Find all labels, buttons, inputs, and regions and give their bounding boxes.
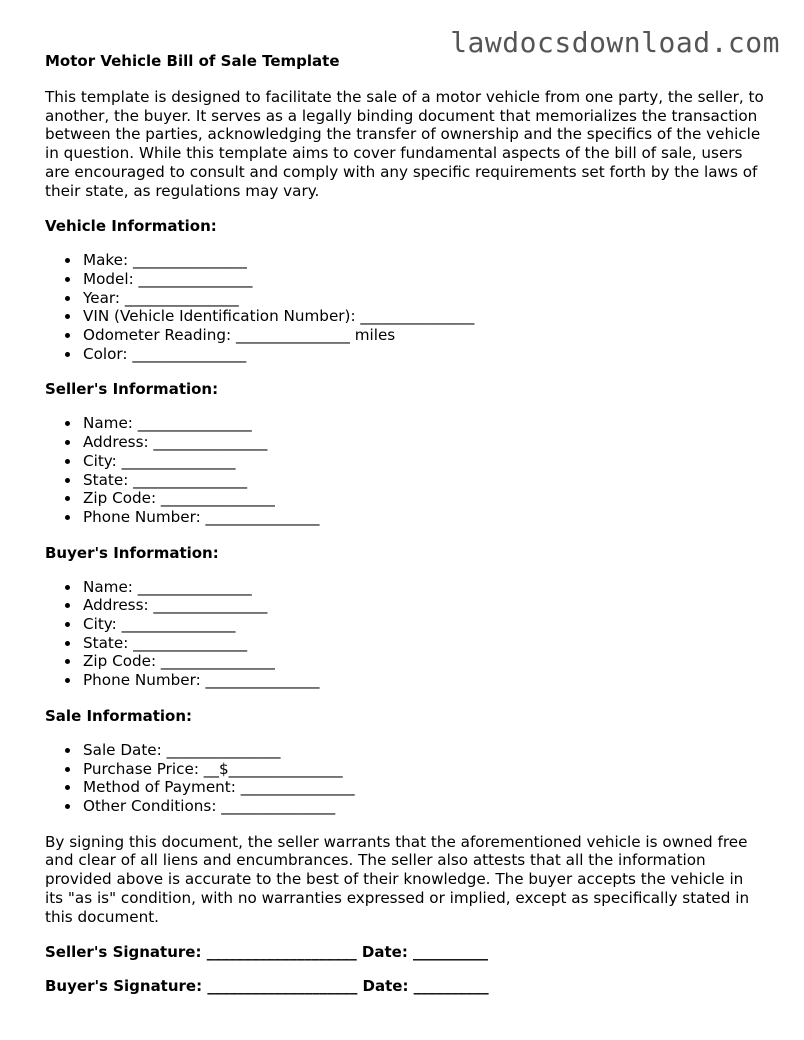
buyer-address-field: Address: _______________ xyxy=(83,596,765,615)
seller-signature-line: Seller's Signature: ____________________ Date: __________ xyxy=(45,943,489,962)
seller-state-field: State: _______________ xyxy=(83,471,765,490)
buyer-information-heading: Buyer's Information: xyxy=(45,543,219,562)
intro-paragraph: This template is designed to facilitate the sale of a motor vehicle from one party, the seller, to another, the buyer. It serves as a legally binding document that memorializes the transaction between the parties, acknowledging the transfer of ownership and the specifics of the vehicle in question. While this template aims to cover fundamental aspects of the bill of sale, users are encouraged to consult and comply with any specific requirements set forth by the laws of their state, as regulations may vary. xyxy=(45,88,764,200)
seller-address-field: Address: _______________ xyxy=(83,433,765,452)
document-title: Motor Vehicle Bill of Sale Template xyxy=(45,52,340,70)
vehicle-vin-field: VIN (Vehicle Identification Number): _______________ xyxy=(83,307,765,326)
purchase-price-field: Purchase Price: __$_______________ xyxy=(83,760,765,779)
buyer-information-list xyxy=(45,578,765,690)
buyer-zip-field: Zip Code: _______________ xyxy=(83,652,765,671)
watermark: lawdocsdownload.com xyxy=(450,26,780,59)
vehicle-model-field: Model: _______________ xyxy=(83,270,765,289)
buyer-state-field: State: _______________ xyxy=(83,634,765,653)
buyer-signature-line: Buyer's Signature: ____________________ Date: __________ xyxy=(45,977,489,996)
vehicle-information-list xyxy=(45,251,765,363)
vehicle-make-field: Make: _______________ xyxy=(83,251,765,270)
document-body xyxy=(45,52,765,996)
vehicle-color-field: Color: _______________ xyxy=(83,345,765,364)
buyer-city-field: City: _______________ xyxy=(83,615,765,634)
other-conditions-field: Other Conditions: _______________ xyxy=(83,797,765,816)
seller-information-heading: Seller's Information: xyxy=(45,380,219,399)
vehicle-year-field: Year: _______________ xyxy=(83,289,765,308)
buyer-phone-field: Phone Number: _______________ xyxy=(83,671,765,690)
seller-phone-field: Phone Number: _______________ xyxy=(83,508,765,527)
payment-method-field: Method of Payment: _______________ xyxy=(83,778,765,797)
sale-information-heading: Sale Information: xyxy=(45,706,192,725)
seller-zip-field: Zip Code: _______________ xyxy=(83,489,765,508)
buyer-name-field: Name: _______________ xyxy=(83,578,765,597)
sale-date-field: Sale Date: _______________ xyxy=(83,741,765,760)
closing-paragraph: By signing this document, the seller warrants that the aforementioned vehicle is owned free and clear of all liens and encumbrances. The seller also attests that all the information provided above is accurate to the best of their knowledge. The buyer accepts the vehicle in its "as is" condition, with no warranties expressed or implied, except as specifically stated in this document. xyxy=(45,832,750,926)
vehicle-information-heading: Vehicle Information: xyxy=(45,217,217,236)
seller-city-field: City: _______________ xyxy=(83,452,765,471)
vehicle-odometer-field: Odometer Reading: _______________ miles xyxy=(83,326,765,345)
seller-information-list xyxy=(45,414,765,526)
sale-information-list xyxy=(45,741,765,816)
seller-name-field: Name: _______________ xyxy=(83,414,765,433)
